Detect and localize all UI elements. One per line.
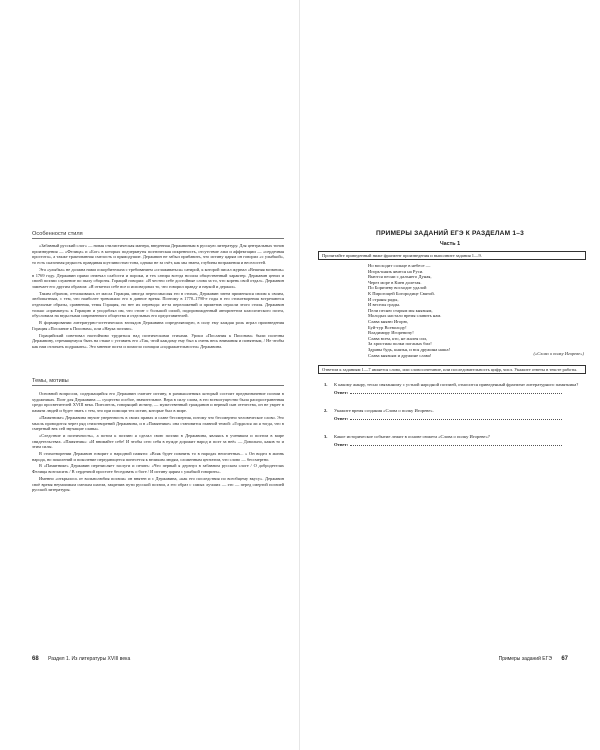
paragraph: Таким образом, отталкиваясь от масла Горация, иногда переосмысляя его в стихах, Державин затем применялся своим к своим, любопытным, с тем, что наиболее тревожило его в данное время. Поэтому в 1770–1790-е годы в его стихотворения встречаются отдельные образы, сравнения, темы Горация, но нет их перевода: из-за переложений и приметив отрасли этого стиля. Державин только «примкнул» к Горацию и уподоблял им, что стоит с большой силой, подпровожденный авторитетом классического поэта, обусловила на ведьстыми современного общества и отдельных его представителей. bbox=[32, 290, 284, 319]
poem-line: Буй-тур Всеволоду! bbox=[368, 324, 407, 330]
poem-fragment bbox=[368, 263, 568, 358]
section-style-text bbox=[32, 243, 284, 351]
poem-line: Пели песню старым мы князьям, bbox=[368, 307, 433, 313]
answer-row bbox=[334, 441, 586, 448]
answer-label: Ответ: bbox=[334, 415, 349, 421]
page-number: 67 bbox=[561, 656, 568, 662]
running-footer: Раздел 1. Из литературы XVIII века bbox=[48, 656, 131, 662]
poem-line: И страны рады, bbox=[368, 296, 399, 302]
running-footer: Примеры заданий ЕГЭ bbox=[498, 656, 552, 662]
answer-row bbox=[334, 389, 586, 396]
poem-line: Игорь-князь явится на Руси. bbox=[368, 268, 424, 274]
question-text: К какому жанру, тесно связанному с устной народной поэзией, относится приведенный фрагмент литературного памятника? bbox=[334, 382, 579, 387]
section-themes-text bbox=[32, 391, 284, 494]
paragraph: Эта «улыбка» не должна нами оскорбительна с требованием «сглаживаться» сатирой, к которой писал журнал «Вешняя возмешь» в 1769 году. Державин прямо отмечал слабости и пороки, и тех сатира всегда носила общественный характер. Державин ценил и своей поэзии служение по пылу обороты. Гораций говорил: «Я честно себе достойные слова за то, что корень свой отдал». Державин замечает его другим образом: «Я отметил себе все и исповедовал то, что говорил правду и наукой и держал». bbox=[32, 266, 284, 289]
paragraph: В «Памятнике» Державин перечисляет заслуги и печать: «Что первый я дерзнул в забавном русском слоге / О добродетелях Фелицы возгласить / В сердечной простоте беседовать о боге / И истину царям с улыбкой говорить». bbox=[32, 463, 284, 475]
paragraph: В формировании литературно-эстетических взглядов Державина определяющую, в силу ему каждая роль играл произведения Горация «Послание к Писонам», или «Наука поэзии». bbox=[32, 320, 284, 331]
section-themes bbox=[32, 378, 284, 386]
poem-line: И веселы грады. bbox=[368, 302, 401, 308]
paragraph: Именно «открылось от вольнолюбия поэзии» он внятен и с Державина, «как его последствия по всеобщему вкусу». Державин своё время неумоимым смелым шагом, закрепив пути русской поэзии, а его образ с самых лучших — это — перед смертой поэзией русской литературы. bbox=[32, 475, 284, 493]
poem-line: Слава князьям и дружине слава! bbox=[368, 352, 432, 358]
answer-instruction-box: Ответом к заданиям 1—7 является слово, или словосочетание, или последовательность цифр, числ. Укажите ответы в тексте работы. bbox=[318, 365, 586, 374]
answer-field[interactable] bbox=[350, 415, 562, 420]
poem-line: К Пирогощей Богородице Святой. bbox=[368, 290, 435, 296]
poem-line: По Боричеву восходит удалой bbox=[368, 285, 427, 291]
answer-field[interactable] bbox=[350, 441, 562, 446]
question-1 bbox=[324, 382, 586, 395]
question-number: 1. bbox=[324, 382, 328, 387]
paragraph: «Памятнике» Державина звучит уверенность в своих правах и славе бессмертия, потому что бессмертно человеческое слово. Это мысль проводится через ряд стихотворений Державина, и в «Памятнике» она становится главной темой: «Гордился ли я тогда, что в смертный век сей звучащие славы». bbox=[32, 414, 284, 432]
answer-label: Ответ: bbox=[334, 389, 349, 395]
poem-line: Через море в Киев долетая. bbox=[368, 279, 422, 285]
poem-line: Слава всем, кто, не жалея сил, bbox=[368, 335, 428, 341]
paragraph: В стихотворении Державин говорит о народной памяти: «Всяк будет помнить то в народах неисчетных... » Он видел в жизнь народа, но поколений и поколение передающееся понесется к великим людям, сложенным цептатом, что слово — бессмертно. bbox=[32, 451, 284, 462]
answer-row bbox=[334, 415, 586, 422]
right-page-footer bbox=[499, 656, 568, 662]
question-3 bbox=[324, 434, 586, 447]
poem-line: Здравы будь, князья, и вся дружина наша! bbox=[368, 346, 451, 352]
poem-line: Слава князю Игорю, bbox=[368, 318, 409, 324]
poem-source: («Слово о полку Игореве») bbox=[533, 351, 584, 356]
section-title-style: Особенности стиля bbox=[32, 231, 284, 239]
poem-line: Молодых настало время славить нам. bbox=[368, 313, 442, 319]
page-title: ПРИМЕРЫ ЗАДАНИЙ ЕГЭ К РАЗДЕЛАМ 1–3 bbox=[376, 230, 524, 237]
question-text: Какое историческое событие лежит в основе сюжета «Слова о полку Игореве»? bbox=[334, 434, 490, 439]
poem-line: Но восходит солнце в небесе — bbox=[368, 263, 431, 268]
question-text: Укажите время создания «Слова о полку Игореве». bbox=[334, 408, 434, 413]
section-title-themes: Темы, мотивы bbox=[32, 378, 284, 386]
instruction-box: Прочитайте приведенный ниже фрагмент произведения и выполните задания 1—9. bbox=[318, 251, 586, 260]
poem-line: За христиан полки поганых бил! bbox=[368, 341, 432, 347]
part-heading: Часть 1 bbox=[439, 241, 461, 247]
paragraph: «Следствие и поэтичность», а потом к поэзию я сделал свою поэзии в Державина, являясь в учеником и поэтом в мире свидетельствах. «Памятник»: «И внимайте себе! И чтобы сего себя в нужде дорожит народ и поэт за неё» — Довольно, каков то и этим силы. bbox=[32, 432, 284, 450]
left-page-footer bbox=[32, 656, 130, 662]
poem-line: Вьются песни с дальнего Дуная, bbox=[368, 274, 432, 280]
paragraph: Основной вопросом, содержащийся его Державин считает истину, в размышлениях который состоит предназначение поэзии в художниках. Поэт для Державина — существо особое, значительное. Вера в силу слова, в его всемогущество была распространенная среди просветителей XVIII века. Пиесатель, говорящий истину, — мужественный гражданин и верный сын отечества, он не умрет в памяти людей и будет знать с тем, что при помощи тех истин, которые был в мире. bbox=[32, 391, 284, 414]
right-page bbox=[300, 0, 600, 750]
answer-label: Ответ: bbox=[334, 441, 349, 447]
question-2 bbox=[324, 408, 586, 421]
section-style bbox=[32, 231, 284, 239]
question-number: 2. bbox=[324, 408, 328, 413]
paragraph: «Забавный русский слог» — новая стилистическая манера, введенная Державиным в русскую литературу. Для центральных тонов произведения — «Фелица» и «Бог» в которых подчеркнуты поэтическая искренность, отсутствие лжи и аффектации — «сердечная простота», а также трактованная смелость и прямодушие. Державин не забыл прибавить, что истину царям он говорил «с улыбкой», то есть сказочная редкость правдивая шутливостью тона, однако не за счёт, как мы знаем, глубины возражения и веселостей. bbox=[32, 243, 284, 266]
question-number: 3. bbox=[324, 434, 328, 439]
poem-line: Владимиру Игоревичу! bbox=[368, 330, 414, 336]
page-number: 68 bbox=[32, 656, 39, 662]
answer-field[interactable] bbox=[350, 389, 562, 394]
paragraph: Горацийский советовал настойчиво трудиться над поэтическими стихами. Уроки «Послания к Писонам» были полезны Державину, стремящемуся быть на стыке с уставить его «Так, чтой каждому ему был к очень весь внимания и понятным, / Не чтобы как нам отличать подражать». Это мнение поэта и помогло позиции «подражательности» Державина. bbox=[32, 332, 284, 349]
